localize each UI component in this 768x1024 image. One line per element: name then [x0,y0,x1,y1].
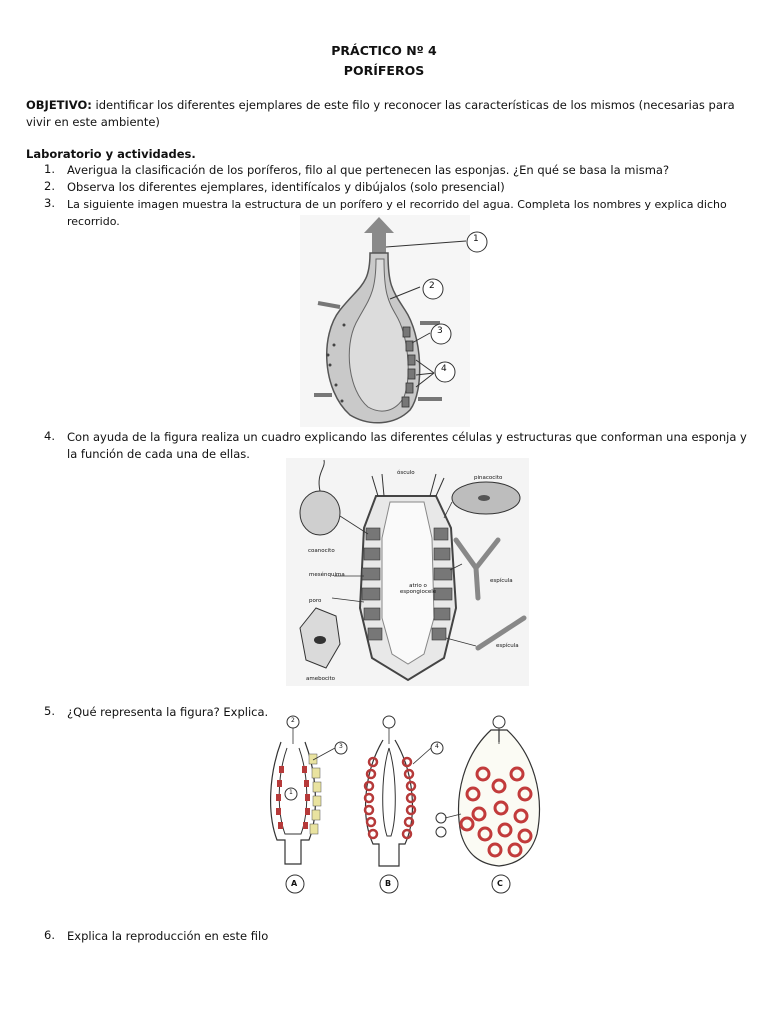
objective-paragraph [26,97,746,131]
objective-label: OBJETIVO: [26,98,92,112]
panel-a-label: A [291,879,298,888]
item-2-text: Observa los diferentes ejemplares, identifícalos y dibújalos (solo presencial) [67,180,505,194]
item-1-number: 1. [44,162,55,176]
label-mesenquima: mesénquima [309,572,345,578]
panel-b-label: B [385,879,392,888]
figure3-label-1: 1 [289,789,293,796]
item-4-text: Con ayuda de la figura realiza un cuadro explicando las diferentes células y estructuras que conforman una esponja y la función de cada una de ellas. [67,430,747,461]
label-espicula-2: espícula [496,643,519,649]
figure1-label-3: 3 [437,326,443,336]
item-5-number: 5. [44,704,55,718]
item-6-text: Explica la reproducción en este filo [67,929,269,943]
page-title: PRÁCTICO Nº 4 [331,43,437,58]
label-coanocito: coanocito [308,548,335,554]
panel-c-label: C [497,879,503,888]
item-5-text: ¿Qué representa la figura? Explica. [67,705,269,719]
objective-text: identificar los diferentes ejemplares de este filo y reconocer las características de los mismos (necesarias para vivir en este ambiente) [26,98,735,129]
item-1-text: Averigua la clasificación de los poríferos, filo al que pertenecen las esponjas. ¿En qué se basa la misma? [67,163,670,177]
item-3-text: La siguiente imagen muestra la estructura de un porífero y el recorrido del agua. Completa los nombres y explica dicho recorrido. [67,198,727,228]
label-poro: poro [309,598,322,604]
figure1-label-4: 4 [441,364,447,374]
figure3-label-4: 4 [435,743,439,750]
label-pinacocito: pinacocito [474,475,503,481]
choanocyte-drawing [300,491,340,535]
item-6-number: 6. [44,928,55,942]
figure1-label-2: 2 [429,281,435,291]
label-espicula-1: espícula [490,578,513,584]
figure1-label-1: 1 [473,234,479,244]
page-subtitle: PORÍFEROS [343,63,425,78]
figure3-label-3: 3 [339,743,343,750]
label-osculo: ósculo [397,470,415,476]
ascon-type [271,742,321,864]
item-3-number: 3. [44,196,55,210]
sycon-type [365,740,415,866]
leucon-type [459,730,540,866]
label-atrio: atrio o espongiocele [399,583,437,595]
item-2-number: 2. [44,179,55,193]
lab-heading: Laboratorio y actividades. [26,147,196,161]
item-4-number: 4. [44,429,55,443]
sponge-body-types-figure [255,714,555,896]
label-amebocito: amebocito [306,676,336,682]
figure3-label-2: 2 [291,717,295,724]
